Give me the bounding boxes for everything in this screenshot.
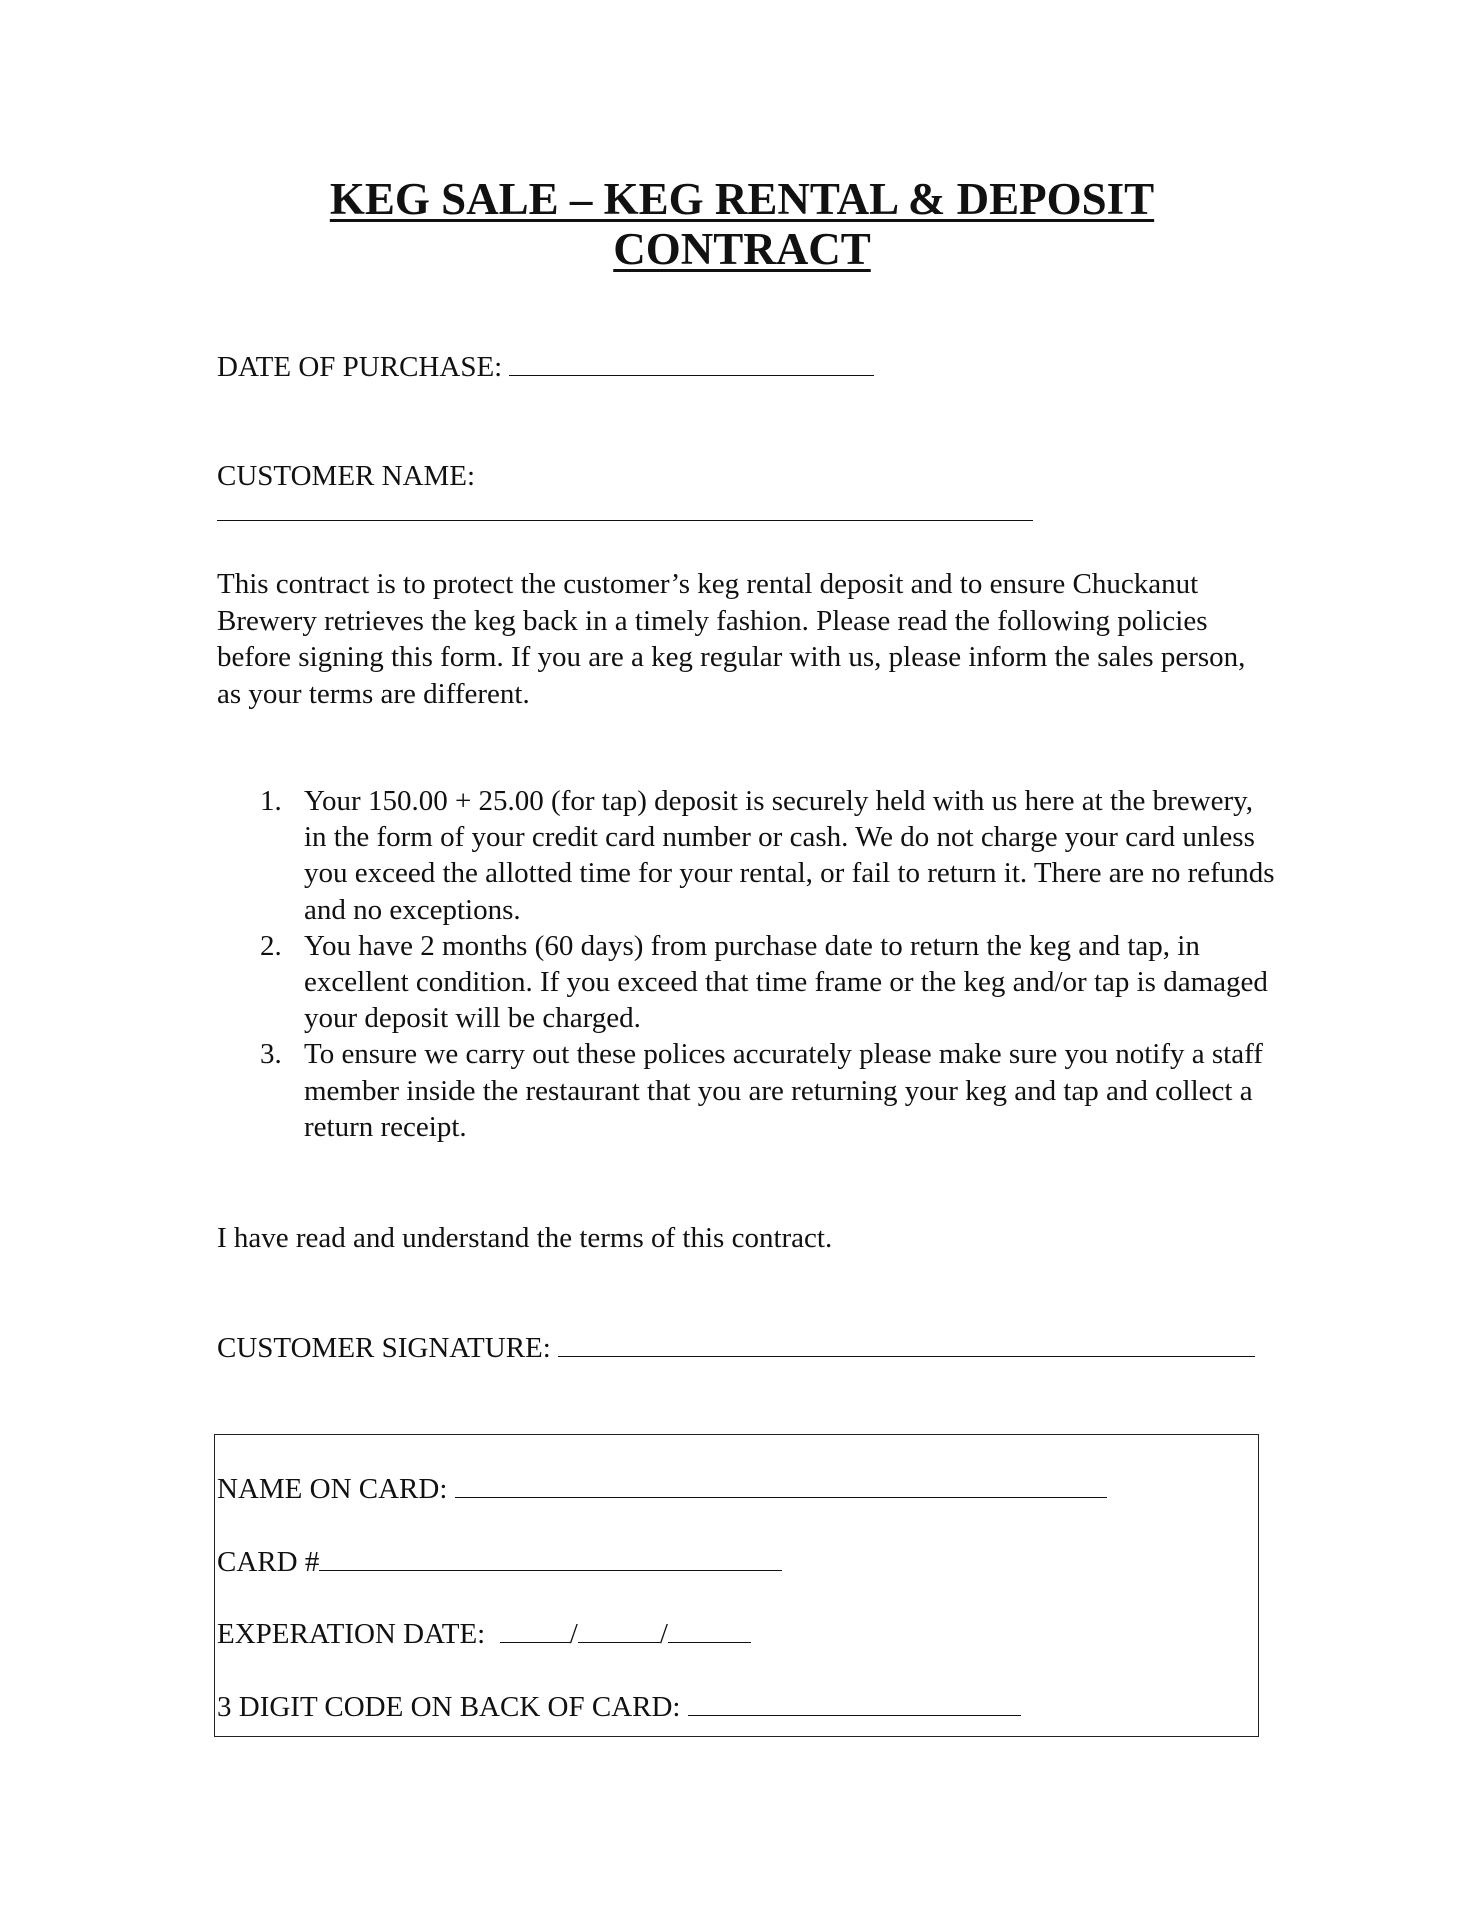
date-of-purchase-row <box>217 349 874 385</box>
expiration-day-field[interactable] <box>578 1616 660 1643</box>
card-number-field[interactable] <box>319 1544 782 1571</box>
policy-item <box>217 928 1277 1037</box>
security-code-row <box>217 1689 1021 1725</box>
security-code-label: 3 DIGIT CODE ON BACK OF CARD: <box>217 1691 681 1723</box>
customer-signature-label: CUSTOMER SIGNATURE: <box>217 1332 551 1364</box>
expiration-date-row <box>217 1616 751 1652</box>
customer-signature-row <box>217 1330 1255 1366</box>
security-code-field[interactable] <box>688 1689 1021 1716</box>
name-on-card-field[interactable] <box>455 1471 1107 1498</box>
policy-text: You have 2 months (60 days) from purchase date to return the keg and tap, in excellent condition. If you exceed that time frame or the keg and/or tap is damaged your deposit will be charged. <box>304 929 1268 1035</box>
customer-signature-field[interactable] <box>558 1330 1255 1357</box>
date-of-purchase-label: DATE OF PURCHASE: <box>217 351 503 383</box>
card-number-row <box>217 1544 782 1580</box>
card-info-box <box>214 1434 1259 1737</box>
policy-text: To ensure we carry out these polices accurately please make sure you notify a staff member inside the restaurant that you are returning your keg and tap and collect a return receipt. <box>304 1038 1263 1143</box>
policy-text: Your 150.00 + 25.00 (for tap) deposit is securely held with us here at the brewery, in the form of your credit card number or cash. We do not charge your card unless you exceed the allotted time for your rental, or fail to return it. There are no refunds and no exceptions. <box>304 785 1275 926</box>
policy-item <box>217 1036 1277 1145</box>
policy-number: 2. <box>260 929 282 962</box>
policy-list <box>217 783 1277 1145</box>
expiration-date-label: EXPERATION DATE: <box>217 1618 486 1650</box>
customer-name-label: CUSTOMER NAME: <box>217 460 476 492</box>
policy-number: 1. <box>260 785 282 817</box>
card-number-label: CARD # <box>217 1546 320 1578</box>
document-title-line-1: KEG SALE – KEG RENTAL & DEPOSIT <box>329 174 1155 224</box>
acknowledgement-text: I have read and understand the terms of this contract. <box>217 1222 833 1254</box>
intro-paragraph: This contract is to protect the customer’s keg rental deposit and to ensure Chuckanut Brewery retrieves the keg back in a timely fashion. Please read the following policies before signing this form. If you are a keg regular with us, please inform the sales person, as your terms are different. <box>217 568 1246 710</box>
policy-item <box>217 783 1277 928</box>
document-title-line-2: CONTRACT <box>613 224 871 274</box>
policy-number: 3. <box>260 1038 282 1071</box>
expiration-month-field[interactable] <box>500 1616 570 1643</box>
customer-name-row <box>217 494 1033 530</box>
name-on-card-row <box>217 1471 1107 1507</box>
date-of-purchase-field[interactable] <box>509 349 874 376</box>
expiration-separator: / <box>569 1618 578 1650</box>
expiration-year-field[interactable] <box>668 1616 751 1643</box>
expiration-separator: / <box>659 1618 668 1650</box>
customer-name-field[interactable] <box>217 494 1033 521</box>
name-on-card-label: NAME ON CARD: <box>217 1473 448 1505</box>
